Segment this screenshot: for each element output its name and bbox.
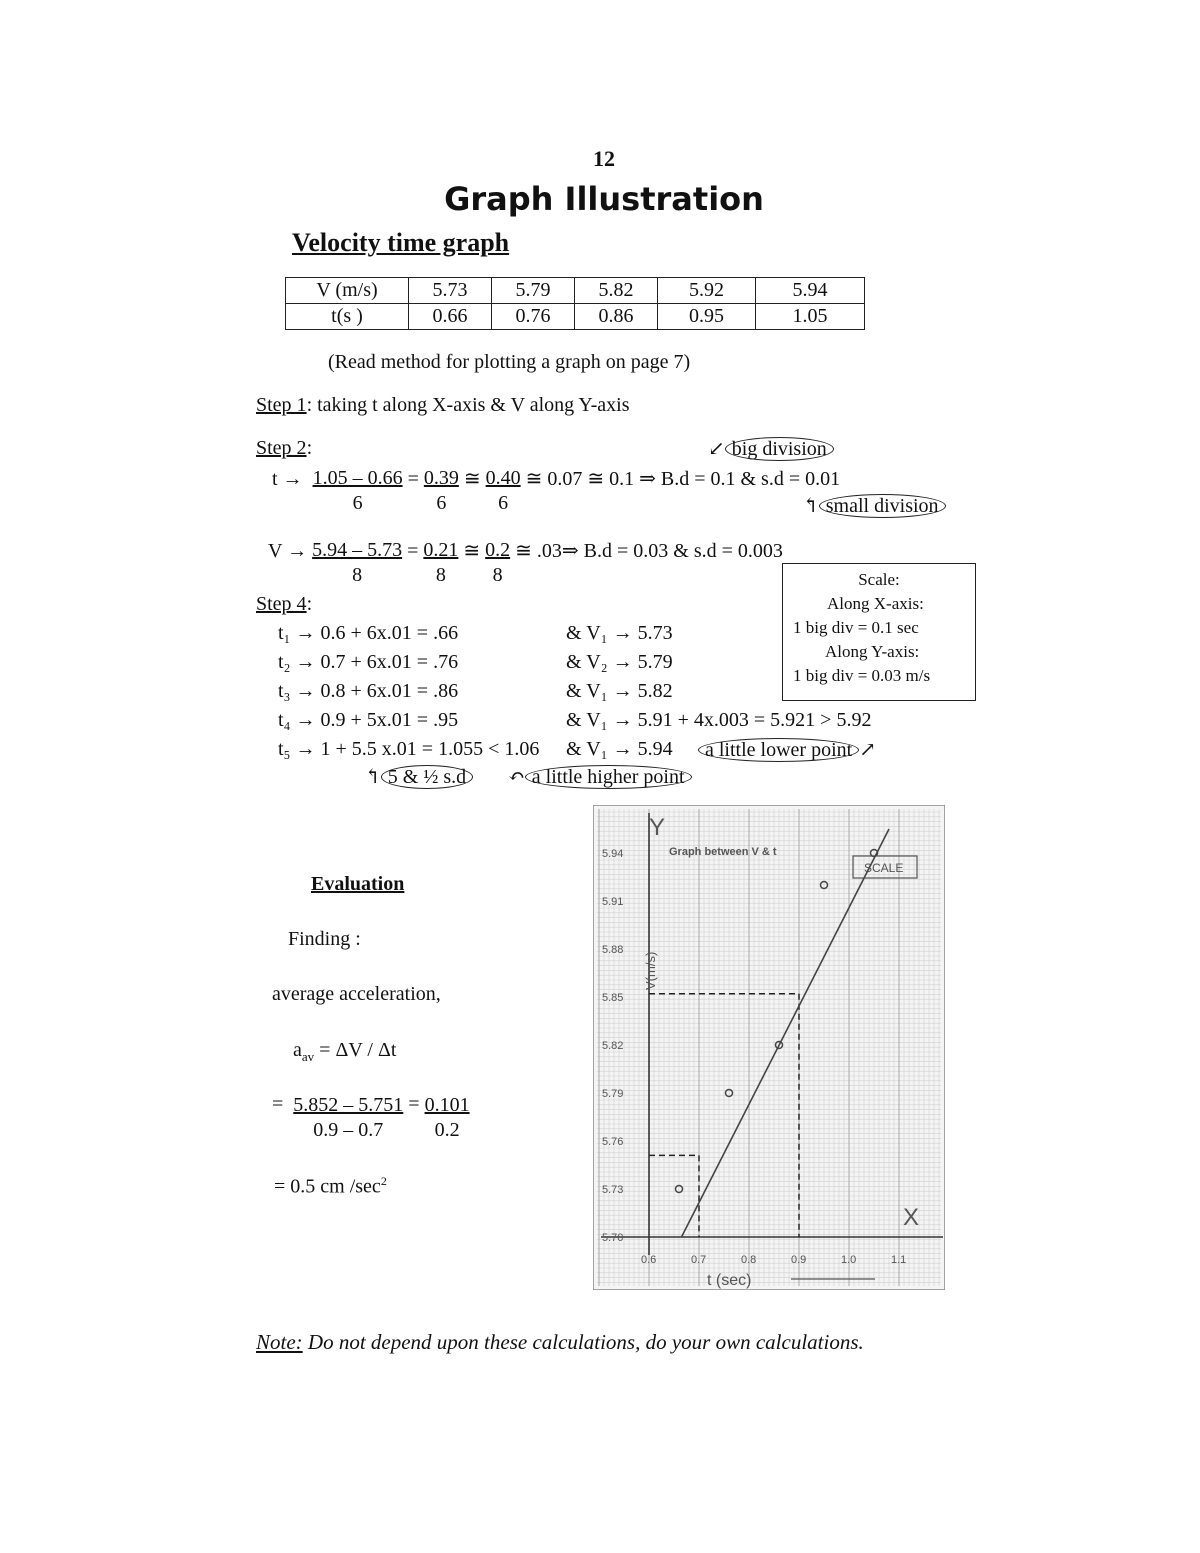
footer-note xyxy=(256,1330,864,1355)
formula-symbol: a xyxy=(293,1039,302,1061)
step2-colon: : xyxy=(306,437,313,459)
numerator: 0.40 xyxy=(485,467,521,489)
equals: = xyxy=(407,468,419,490)
big-division-annotation xyxy=(708,436,834,461)
numerator: 0.101 xyxy=(424,1094,470,1116)
numerator: 5.852 – 5.751 xyxy=(293,1094,404,1116)
step2-heading xyxy=(256,437,312,460)
page-title: Graph Illustration xyxy=(444,180,764,218)
table-cell: 0.95 xyxy=(658,304,756,330)
scale-y-value: 1 big div = 0.03 m/s xyxy=(793,666,931,685)
step4-t1: t₁ → 0.6 + 6x.01 = .66 xyxy=(278,622,459,644)
step1-text: : taking t along X-axis & V along Y-axis xyxy=(306,394,630,416)
scale-box xyxy=(782,563,976,701)
finding-label: Finding : xyxy=(288,928,361,950)
t-prefix: t → xyxy=(272,468,303,490)
result-exponent: 2 xyxy=(380,1174,387,1188)
step4-t3: t₃ → 0.8 + 6x.01 = .86 xyxy=(278,680,459,702)
graph-title: Graph between V & t xyxy=(669,846,777,858)
higher-point-label: a little higher point xyxy=(525,765,692,789)
table-cell: 5.94 xyxy=(756,278,865,304)
result-text: = 0.5 cm /sec xyxy=(274,1175,381,1198)
table-cell: 0.76 xyxy=(492,304,575,330)
data-table xyxy=(285,277,865,330)
step4-colon: : xyxy=(306,593,313,615)
step2-v-line xyxy=(268,538,783,588)
table-cell: 1.05 xyxy=(756,304,865,330)
equals: = xyxy=(272,1093,284,1115)
y-tick-label: 5.85 xyxy=(602,992,624,1004)
fraction xyxy=(425,1093,470,1143)
step4-t4: t₄ → 0.9 + 5x.01 = .95 xyxy=(278,709,459,731)
sd-label: 5 & ½ s.d xyxy=(381,765,473,789)
velocity-time-graph xyxy=(593,805,945,1290)
higher-point-annotation xyxy=(508,764,692,789)
curved-arrow-icon: ↙ xyxy=(708,438,725,460)
step2-t-line xyxy=(272,466,840,516)
small-division-annotation xyxy=(802,493,946,518)
v-line-result: ≅ .03⇒ B.d = 0.03 & s.d = 0.003 xyxy=(515,540,783,562)
approx: ≅ xyxy=(463,540,481,562)
step4-t2: t₂ → 0.7 + 6x.01 = .76 xyxy=(278,651,459,673)
y-tick-label: 5.73 xyxy=(602,1184,624,1196)
step1 xyxy=(256,394,630,417)
big-division-label: big division xyxy=(725,437,834,461)
x-tick-label: 0.9 xyxy=(791,1254,807,1266)
y-tick-label: 5.79 xyxy=(602,1088,624,1100)
formula-rest: = ΔV / Δt xyxy=(314,1039,397,1061)
y-tick-label: 5.88 xyxy=(602,944,624,956)
fraction xyxy=(313,466,403,516)
x-tick-label: 1.1 xyxy=(891,1254,907,1266)
curved-arrow-icon: ↗ xyxy=(859,739,876,761)
x-axis-label: t (sec) xyxy=(707,1272,752,1289)
numerator: 5.94 – 5.73 xyxy=(312,539,403,561)
step4-v5: & V₁ → 5.94 xyxy=(566,738,673,760)
denominator: 6 xyxy=(436,492,447,514)
fraction xyxy=(485,538,510,588)
table-cell: 5.73 xyxy=(409,278,492,304)
approx: ≅ xyxy=(463,468,481,490)
table-cell: 0.86 xyxy=(575,304,658,330)
scale-x-value: 1 big div = 0.1 sec xyxy=(793,618,919,637)
table-cell: 5.82 xyxy=(575,278,658,304)
sd-annotation xyxy=(364,764,473,789)
evaluation-heading: Evaluation xyxy=(311,873,405,895)
note-text: Do not depend upon these calculations, do your own calculations. xyxy=(302,1330,864,1354)
table-cell: 5.79 xyxy=(492,278,575,304)
acceleration-calculation xyxy=(272,1093,470,1143)
y-tick-label: 5.91 xyxy=(602,896,624,908)
scale-y-heading: Along Y-axis: xyxy=(825,642,920,661)
y-axis-letter: Y xyxy=(649,814,666,841)
lower-point-label: a little lower point xyxy=(698,738,859,762)
fraction xyxy=(423,538,458,588)
x-tick-label: 0.8 xyxy=(741,1254,757,1266)
y-tick-label: 5.70 xyxy=(602,1232,624,1244)
y-axis-label: V(m/s) xyxy=(643,951,658,990)
step4-v1: & V₁ → 5.73 xyxy=(566,622,673,644)
step2-label: Step 2 xyxy=(256,437,307,459)
x-tick-label: 0.6 xyxy=(641,1254,657,1266)
read-method-note: (Read method for plotting a graph on page 7) xyxy=(328,351,691,373)
t-line-result: ≅ 0.07 ≅ 0.1 ⇒ B.d = 0.1 & s.d = 0.01 xyxy=(525,468,841,490)
y-tick-label: 5.82 xyxy=(602,1040,624,1052)
table-row xyxy=(286,304,865,330)
page-number: 12 xyxy=(593,146,615,171)
numerator: 1.05 – 0.66 xyxy=(312,467,403,489)
denominator: 6 xyxy=(498,492,509,514)
y-tick-label: 5.94 xyxy=(602,848,624,860)
row-header-velocity: V (m/s) xyxy=(286,278,409,304)
equals: = xyxy=(407,540,419,562)
step4-t5: t₅ → 1 + 5.5 x.01 = 1.055 < 1.06 xyxy=(278,738,540,760)
numerator: 0.2 xyxy=(485,539,511,561)
table-cell: 5.92 xyxy=(658,278,756,304)
scale-x-heading: Along X-axis: xyxy=(827,594,924,613)
curved-arrow-icon: ↰ xyxy=(802,495,819,517)
formula-subscript: av xyxy=(301,1049,315,1064)
numerator: 0.21 xyxy=(423,539,459,561)
note-label: Note: xyxy=(256,1330,303,1354)
scale-title: Scale: xyxy=(858,570,900,589)
denominator: 0.2 xyxy=(434,1119,460,1141)
table-row xyxy=(286,278,865,304)
x-tick-label: 1.0 xyxy=(841,1254,857,1266)
curved-arrow-icon: ↶ xyxy=(508,766,525,788)
acceleration-formula xyxy=(293,1039,396,1065)
x-tick-label: 0.7 xyxy=(691,1254,707,1266)
graph-scale-label: SCALE xyxy=(864,861,904,875)
denominator: 8 xyxy=(352,564,363,586)
v-prefix: V → xyxy=(268,540,308,562)
equals: = xyxy=(408,1093,420,1115)
numerator: 0.39 xyxy=(423,467,459,489)
row-header-time: t(s ) xyxy=(286,304,409,330)
fraction xyxy=(424,466,459,516)
step4-v4: & V₁ → 5.91 + 4x.003 = 5.921 > 5.92 xyxy=(566,709,872,731)
step4-heading xyxy=(256,593,312,616)
average-acceleration-label: average acceleration, xyxy=(272,983,441,1005)
fraction xyxy=(293,1093,403,1143)
y-tick-label: 5.76 xyxy=(602,1136,624,1148)
fraction xyxy=(312,538,402,588)
denominator: 8 xyxy=(435,564,446,586)
acceleration-result xyxy=(274,1174,387,1199)
step4-v2: & V₂ → 5.79 xyxy=(566,651,673,673)
step4-v3: & V₁ → 5.82 xyxy=(566,680,673,702)
x-axis-letter: X xyxy=(903,1204,920,1231)
curved-arrow-icon: ↰ xyxy=(364,766,381,788)
step4-label: Step 4 xyxy=(256,593,307,615)
step1-label: Step 1 xyxy=(256,394,307,416)
small-division-label: small division xyxy=(819,494,946,518)
lower-point-annotation xyxy=(698,737,876,762)
table-cell: 0.66 xyxy=(409,304,492,330)
denominator: 6 xyxy=(352,492,363,514)
fraction xyxy=(486,466,521,516)
denominator: 0.9 – 0.7 xyxy=(313,1119,384,1141)
section-title: Velocity time graph xyxy=(292,228,510,257)
denominator: 8 xyxy=(492,564,503,586)
